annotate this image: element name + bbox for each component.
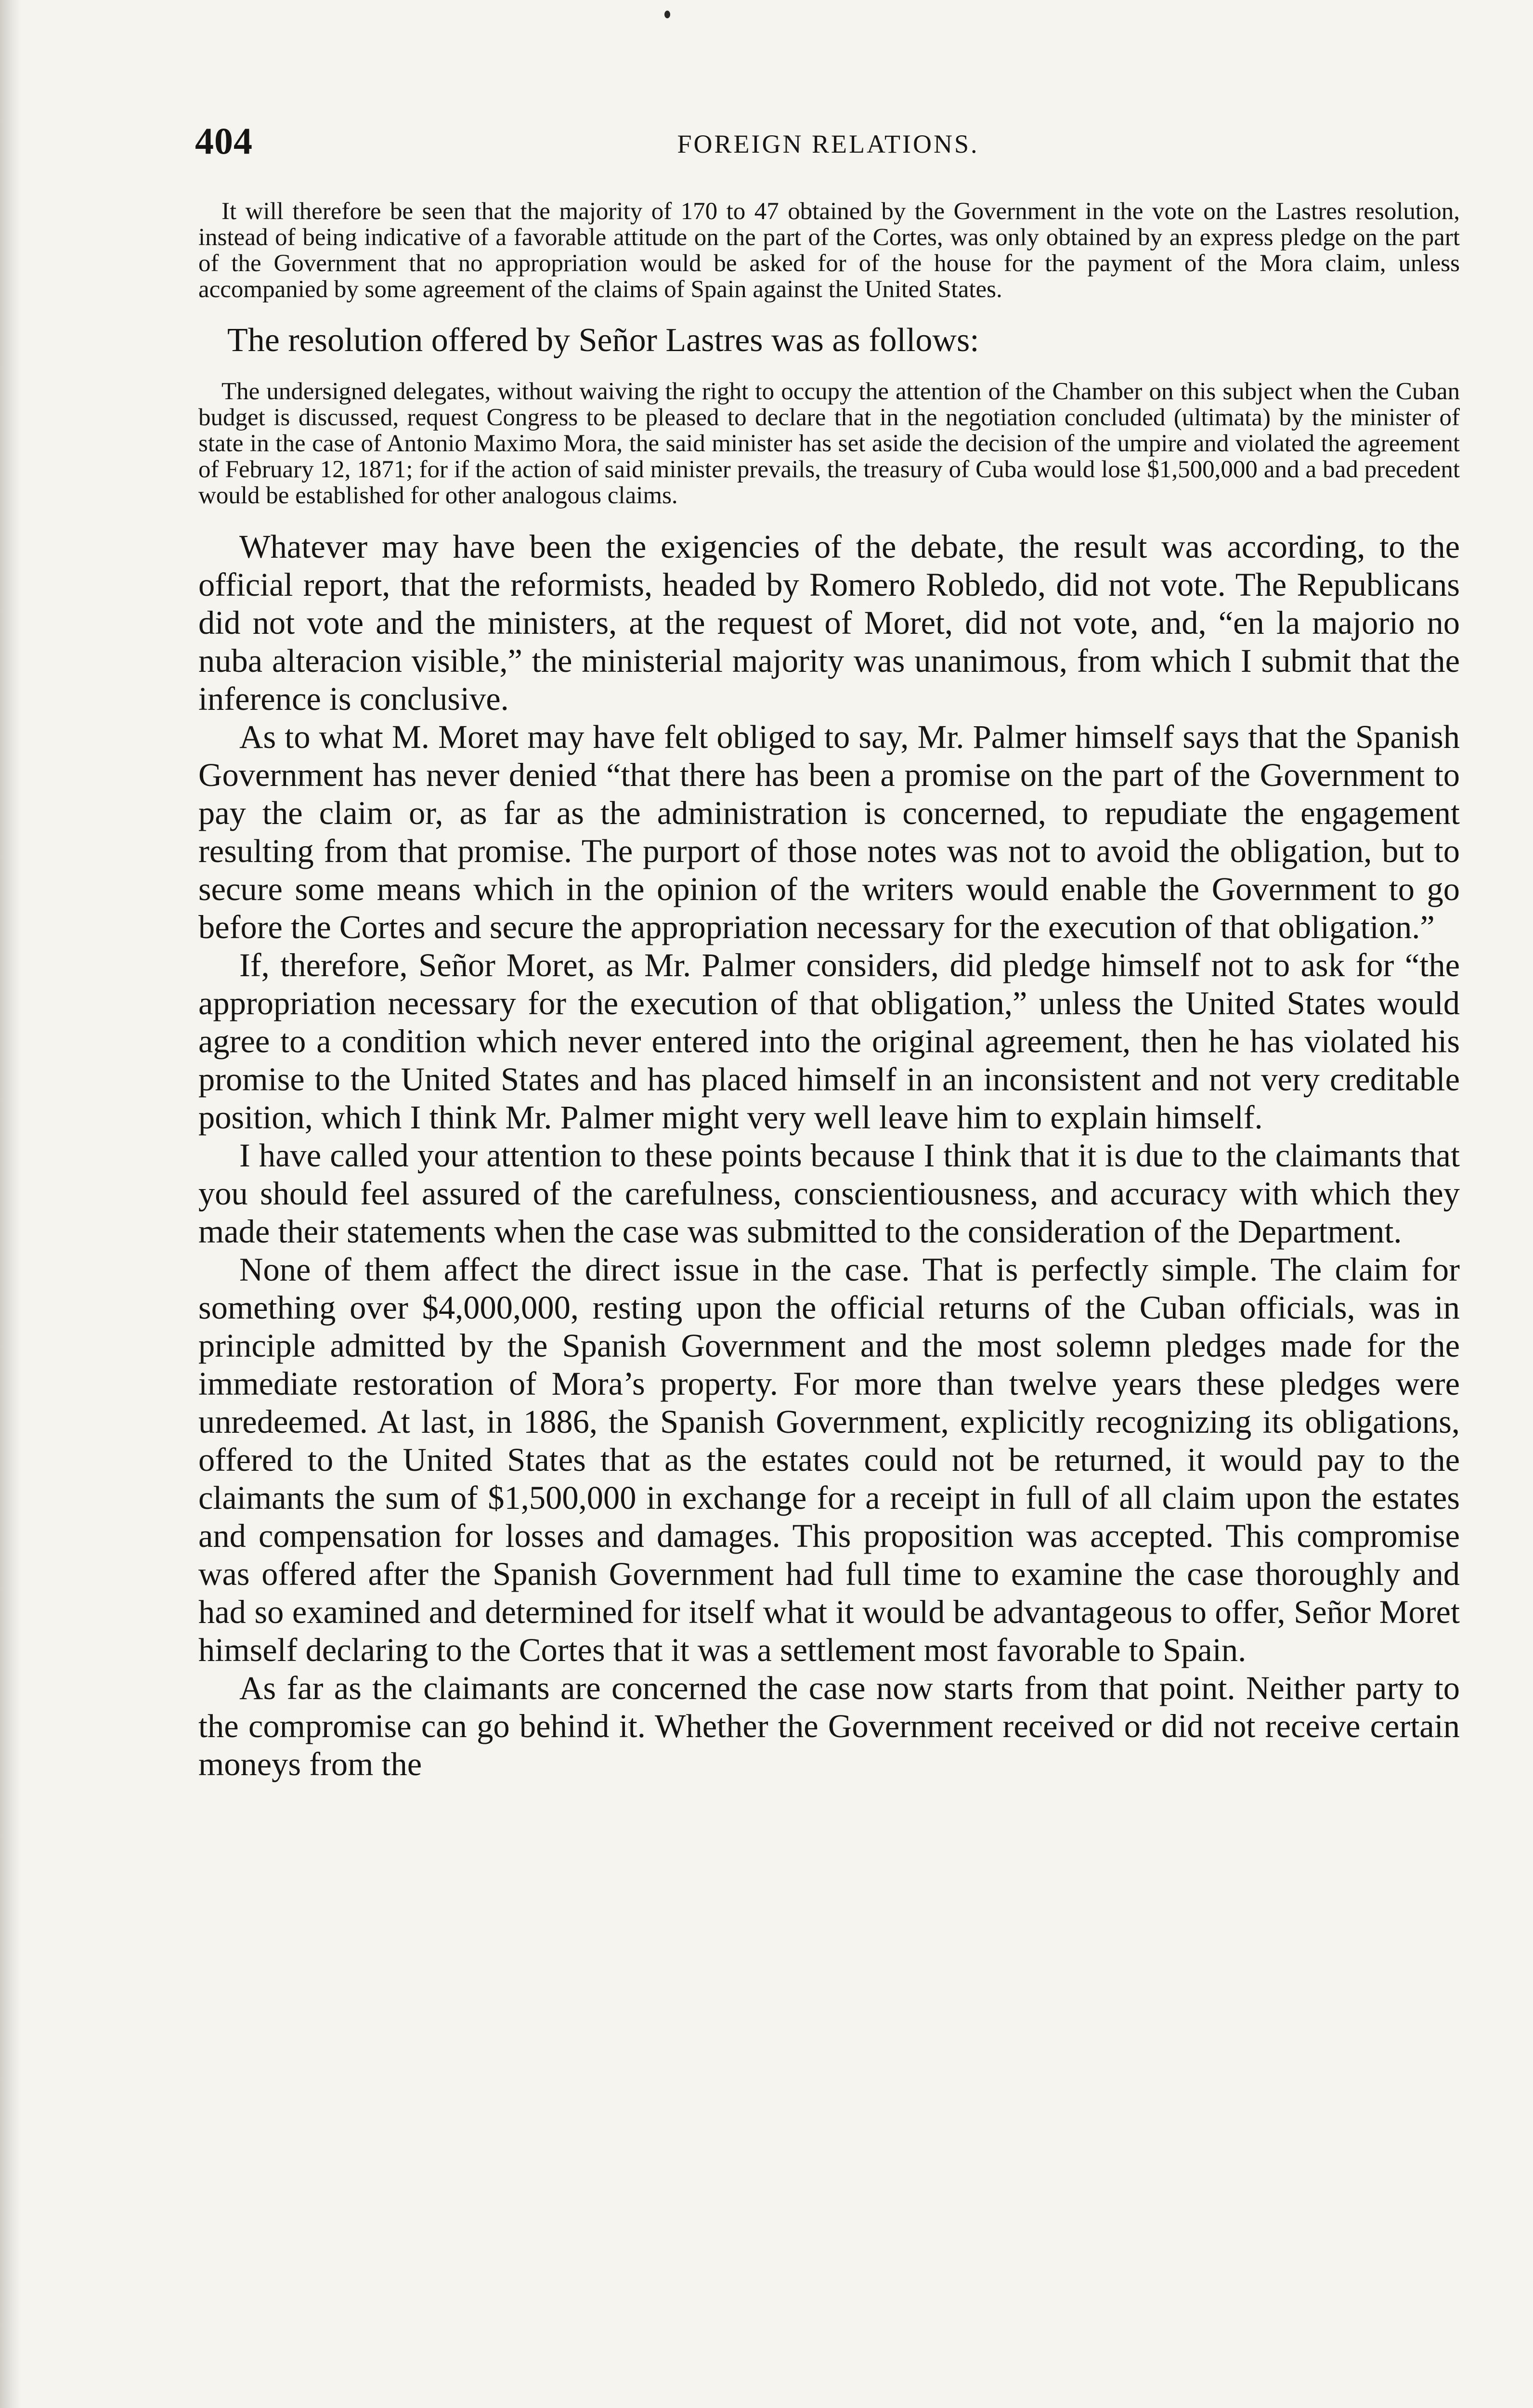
paragraph-claimants-attention: I have called your attention to these points because I think that it is due to the claimants that you should feel assured of the carefulness, conscientiousness, and accuracy with which they made their statements when the case was submitted to the consideration of the Department. xyxy=(198,1137,1460,1250)
page-body xyxy=(198,198,1460,1783)
ink-speck xyxy=(664,11,670,18)
paragraph-moret-palmer: As to what M. Moret may have felt obliged to say, Mr. Palmer himself says that the Spanish Government has never denied “that there has been a promise on the part of the Government to pay the claim or, as far as the administration is concerned, to repudiate the engagement resulting from that promise. The purport of those notes was not to avoid the obligation, but to secure some means which in the opinion of the writers would enable the Government to go before the Cortes and secure the appropriation necessary for the execution of that obligation.” xyxy=(198,719,1460,945)
paragraph-direct-issue: None of them affect the direct issue in the case. That is perfectly simple. The claim for something over $4,000,000, resting upon the official returns of the Cuban officials, was in principle admitted by the Spanish Government and the most solemn pledges made for the immediate restoration of Mora’s property. For more than twelve years these pledges were unredeemed. At last, in 1886, the Spanish Government, explicitly recognizing its obligations, offered to the United States that as the estates could not be returned, it would pay to the claimants the sum of $1,500,000 in exchange for a receipt in full of all claim upon the estates and compensation for losses and damages. This proposition was accepted. This compromise was offered after the Spanish Government had full time to examine the case thoroughly and had so examined and determined for itself what it would be advantageous to offer, Señor Moret himself declaring to the Cortes that it was a settlement most favorable to Spain. xyxy=(198,1251,1460,1668)
page-header xyxy=(195,119,1461,168)
running-title: FOREIGN RELATIONS. xyxy=(677,130,979,158)
paragraph-moret-pledge: If, therefore, Señor Moret, as Mr. Palmer considers, did pledge himself not to ask for “the appropriation necessary for the execution of that obligation,” unless the United States would agree to a condition which never entered into the original agreement, then he has violated his promise to the United States and has placed himself in an inconsistent and not very creditable position, which I think Mr. Palmer might very well leave him to explain himself. xyxy=(198,947,1460,1136)
paragraph-majority-vote: It will therefore be seen that the majority of 170 to 47 obtained by the Government in the vote on the Lastres resolution, instead of being indicative of a favorable attitude on the part of the Cortes, was only obtained by an express pledge on the part of the Government that no appropriation would be asked for of the house for the payment of the Mora claim, unless accompanied by some agreement of the claims of Spain against the United States. xyxy=(198,198,1460,303)
page-number: 404 xyxy=(195,120,253,162)
paragraph-debate-result: Whatever may have been the exigencies of the debate, the result was according, to the official report, that the reformists, headed by Romero Robledo, did not vote. The Republicans did not vote and the ministers, at the request of Moret, did not vote, and, “en la majorio no nuba alteracion visible,” the ministerial majority was unanimous, from which I submit that the inference is conclusive. xyxy=(198,528,1460,717)
scan-shadow-left xyxy=(0,0,21,2408)
quoted-resolution: The undersigned delegates, without waiving the right to occupy the attention of the Chamber on this subject when the Cuban budget is discussed, request Congress to be pleased to declare that in the negotiation concluded (ultimata) by the minister of state in the case of Antonio Maximo Mora, the said minister has set aside the decision of the umpire and violated the agreement of February 12, 1871; for if the action of said minister prevails, the treasury of Cuba would lose $1,500,000 and a bad precedent would be established for other analogous claims. xyxy=(198,378,1460,509)
paragraph-resolution-intro: The resolution offered by Señor Lastres was as follows: xyxy=(227,322,979,359)
paragraph-compromise-start: As far as the claimants are concerned the case now starts from that point. Neither party to the compromise can go behind it. Whether the Government received or did not receive certain moneys from the xyxy=(198,1670,1460,1782)
